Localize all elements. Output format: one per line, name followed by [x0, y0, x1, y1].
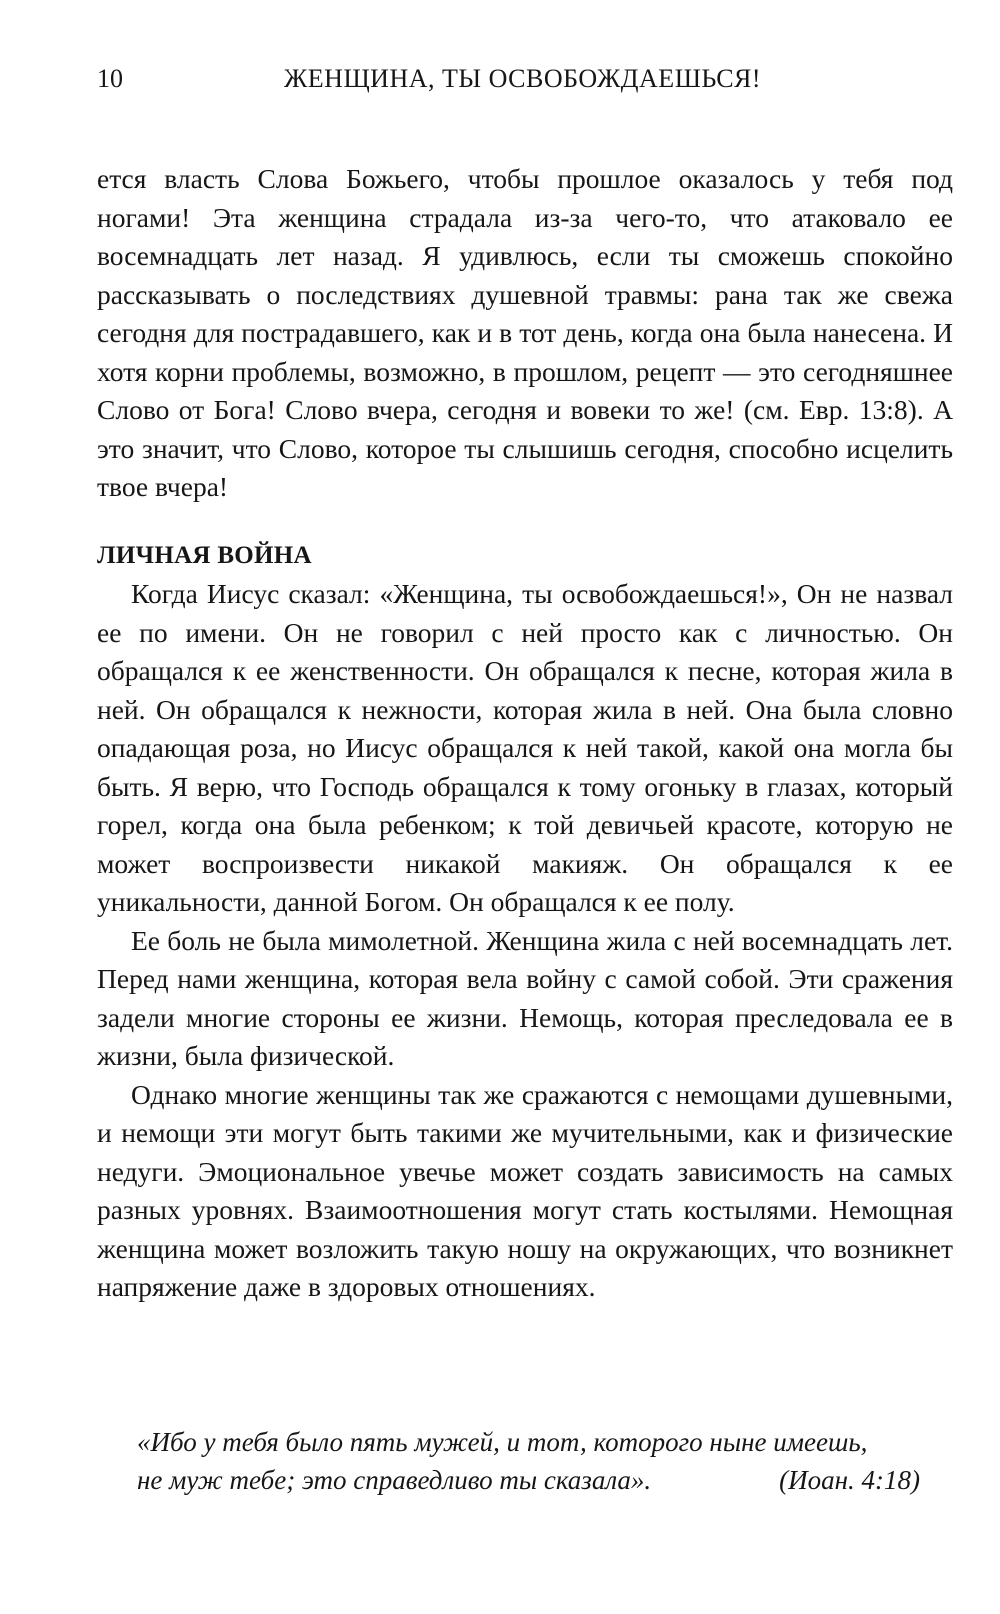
- epigraph-line-2-text: не муж тебе; это справедливо ты сказала».: [137, 1465, 652, 1495]
- paragraph-3: Однако многие женщины так же сражаются с немощами душевными, и немощи эти могут быть такими же мучительными, как и физические недуги. Эмоциональное увечье может создать зависимость на самых разных уровнях. Взаимоотношения могут стать костылями. Немощная женщина может возложить такую ношу на окружающих, что возникнет напряжение даже в здоровых отношениях.: [97, 1078, 953, 1302]
- epigraph-line-1: «Ибо у тебя было пять мужей, и тот, которого ныне имеешь,: [137, 1427, 868, 1457]
- paragraph-1: Когда Иисус сказал: «Женщина, ты освобождаешься!», Он не назвал ее по имени. Он не говорил с ней просто как с личностью. Он обращался к ее женственности. Он обращался к песне, которая жила в ней. Он обращался к нежности, которая жила в ней. Она была словно опадающая роза, но Иисус обращался к ней такой, какой она могла бы быть. Я верю, что Господь обращался к тому огоньку в глазах, который горел, когда она была ребенком; к той девичьей красоте, которую не может воспроизвести никакой макияж. Он обращался к ее уникальности, данной Богом. Он обращался к ее полу.: [97, 578, 953, 917]
- epigraph-line-2: [137, 1461, 920, 1499]
- epigraph-reference: (Иоан. 4:18): [779, 1465, 920, 1495]
- page-number: 10: [97, 64, 123, 93]
- section-heading: ЛИЧНАЯ ВОЙНА: [97, 541, 312, 569]
- epigraph-quote: [137, 1423, 920, 1499]
- running-title: ЖЕНЩИНА, ТЫ ОСВОБОЖДАЕШЬСЯ!: [284, 64, 762, 93]
- main-text: [97, 160, 953, 1307]
- running-header: [97, 62, 953, 96]
- continuation-paragraph: ется власть Слова Божьего, чтобы прошлое оказалось у тебя под ногами! Эта женщина страдала из-за чего-то, что атаковало ее восемнадцать лет назад. Я удивлюсь, если ты сможешь спокойно рассказывать о последствиях душевной травмы: рана так же свежа сегодня для пострадавшего, как и в тот день, когда она была нанесена. И хотя корни проблемы, возможно, в прошлом, рецепт — это сегодняшнее Слово от Бога! Слово вчера, сегодня и вовеки то же! (см. Евр. 13:8). А это значит, что Слово, которое ты слышишь сегодня, способно исцелить твое вчера!: [97, 163, 953, 502]
- paragraph-2: Ее боль не была мимолетной. Женщина жила с ней восемнадцать лет. Перед нами женщина, которая вела войну с самой собой. Эти сражения задели многие стороны ее жизни. Немощь, которая преследовала ее в жизни, была физической.: [97, 924, 953, 1071]
